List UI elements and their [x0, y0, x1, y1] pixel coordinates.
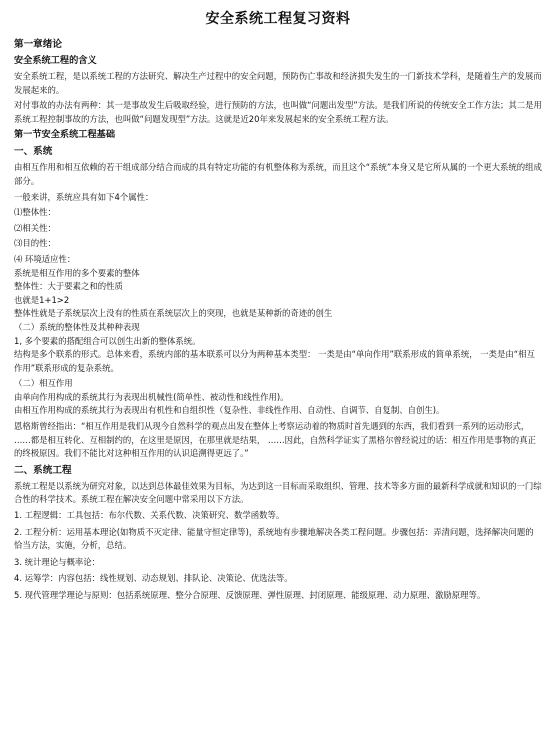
wholeness-line: 系统是相互作用的多个要素的整体 — [14, 267, 140, 278]
method-item: 5. 现代管理学理论与原则：包括系统原理、整分合原理、反馈原理、弹性原理、封闭原理、能级原理、动力原理、激励原理等。 — [14, 590, 486, 600]
wholeness-line: 也就是1+1>2 — [14, 294, 70, 305]
section-heading-meaning: 安全系统工程的含义 — [14, 55, 97, 66]
document-title: 安全系统工程复习资料 — [205, 11, 351, 27]
paragraph-intro-1: 安全系统工程，是以系统工程的方法研究、解决生产过程中的安全问题，预防伤亡事故和经济损失发生的一门新技术学科，是随着生产的发展而发展起来的。 — [14, 71, 542, 95]
wholeness-line: 整体性：大于要素之和的性质 — [14, 281, 123, 292]
subheading-emergence: （二）系统的整体性及其种种表现 — [14, 321, 140, 332]
wholeness-paragraph: 整体性就是子系统层次上没有的性质在系统层次上的突现，也就是某种新的奇迹的创生 — [14, 308, 333, 319]
subheading-interaction: （二）相互作用 — [14, 378, 73, 389]
paragraph-structure: 结构是多个联系的形式。总体来看，系统内部的基本联系可以分为两种基本类型： 一类是由“单向作用”联系形成的简单系统， 一类是由“相互作用”联系形成的复杂系统。 — [14, 349, 535, 373]
paragraph-system-definition: 由相互作用和相互依赖的若干组成部分结合而成的具有特定功能的有机整体称为系统，而且这个“系统”本身又是它所从属的一个更大系统的组成部分。 — [14, 162, 542, 186]
property-item: ⑵相关性： — [14, 222, 56, 233]
method-item: 1. 工程逻辑：工具包括：布尔代数、关系代数、决策研究、数学函数等。 — [14, 510, 285, 521]
property-item: ⑴整体性： — [14, 207, 56, 218]
subheading-system-engineering: 二、系统工程 — [14, 464, 72, 476]
method-item: 4. 运筹学：内容包括：线性规划、动态规划、排队论、决策论、优选法等。 — [14, 573, 293, 584]
subheading-system: 一、系统 — [14, 146, 53, 158]
system-properties-intro: 一般来讲，系统应具有如下4个属性： — [14, 191, 154, 202]
section-heading-1: 第一节安全系统工程基础 — [14, 129, 116, 141]
paragraph-interaction-2: 由相互作用构成的系统其行为表现出有机性和自组织性（复杂性、非线性作用、自动性、自调节、自复制、自创生)。 — [14, 405, 445, 416]
paragraph-engels-quote: 恩格斯曾经指出：“相互作用是我们从现今自然科学的观点出发在整体上考察运动着的物质时首先遇到的东西，我们看到一系列的运动形式， ……都是相互转化、互相制约的，在这里是原因，在那里就是结果， ……因此，自然科学证实了黑格尔曾经说过的话：相互作用是事物的真正的终极原因。我们不能比对这种相互作用的认识追溯得更远了。” — [14, 421, 536, 459]
paragraph-intro-2: 对付事故的办法有两种：其一是事故发生后吸取经验，进行预防的方法，也叫做“问题出发型”方法。是我们所说的传统安全工作方法；其二是用系统工程控制事故的方法，也叫做“问题发现型”方法。这就是近20年来发展起来的安全系统工程方法。 — [14, 100, 542, 124]
paragraph-interaction-1: 由单向作用构成的系统其行为表现出机械性(简单性、被动性和线性作用)。 — [14, 391, 289, 402]
chapter-heading: 第一章绪论 — [14, 39, 62, 50]
paragraph-system-engineering: 系统工程是以系统为研究对象，以达到总体最佳效果为目标，为达到这一目标而采取组织、管理、技术等多方面的最新科学成就和知识的一门综合性的科学技术。系统工程在解决安全问题中常采用以下方法。 — [14, 480, 542, 505]
method-item: 3. 统计理论与概率论： — [14, 556, 101, 567]
property-item: ⑶目的性： — [14, 238, 56, 249]
method-item: 2. 工程分析：运用基本理论(如物质不灭定律、能量守恒定律等)，系统地有步骤地解决各类工程问题。步骤包括：弄清问题，选择解决问题的恰当方法，实施，分析，总结。 — [14, 526, 534, 551]
emergence-line: 1, 多个要素的搭配组合可以创生出新的整体系统。 — [14, 335, 201, 346]
property-item: ⑷ 环境适应性： — [14, 253, 76, 264]
